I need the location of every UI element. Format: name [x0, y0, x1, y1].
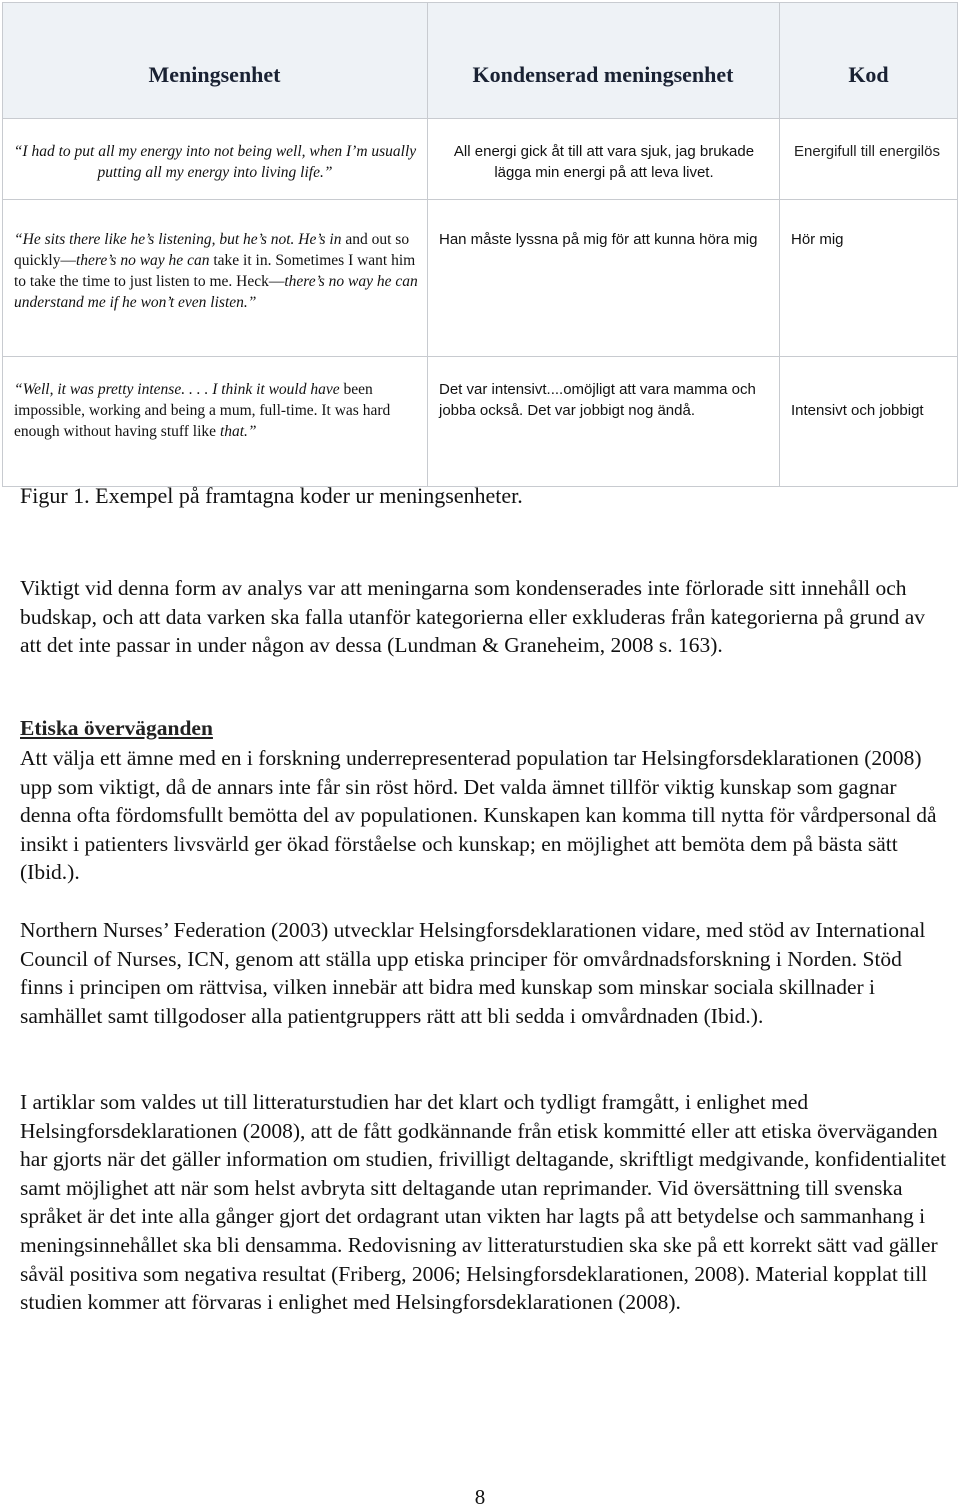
header-kod: Kod: [848, 62, 889, 87]
table-rule: [2, 199, 958, 200]
table-cell-condensed: Det var intensivt....omöjligt att vara mamma och jobba också. Det var jobbigt nog ändå.: [439, 381, 756, 419]
header-meningsenhet: Meningsenhet: [148, 62, 281, 87]
unit-text: I had to put all my energy into not being well, when I’m usually putting all my energy into living life.”: [22, 143, 417, 181]
table-cell-code: Intensivt och jobbigt: [791, 402, 924, 419]
table-border-left: [2, 2, 3, 487]
page-number: 8: [474, 1485, 486, 1509]
table-cell-condensed: Han måste lyssna på mig för att kunna höra mig: [439, 231, 758, 248]
unit-text: and out so quickly—: [14, 231, 410, 269]
unit-text: I think it would have: [212, 381, 340, 398]
unit-text: take it in. Sometimes I want him to take the time to just listen to me. Heck—: [14, 252, 416, 290]
table-border-right: [957, 2, 958, 487]
table-column-rule: [779, 2, 780, 487]
table-column-rule: [427, 2, 428, 487]
table-cell-unit: [14, 229, 419, 313]
figure-caption: Figur 1. Exempel på framtagna koder ur meningsenheter.: [20, 483, 523, 508]
table-cell-unit: “I had to put all my energy into not being well, when I’m usually putting all my energy into living life.”: [13, 143, 417, 181]
paragraph-ethics-1: Att välja ett ämne med en i forskning underrepresenterad population tar Helsingforsdeklarationen (2008) upp som viktigt, då de annars inte får sin röst hörd. Det valda ämnet tillför viktig kunskap som gagnar denna ofta fördomsfullt bemötta del av populationen. Kunskapen kan komma till nytta för vårdpersonal då insikt i patienters livsvärld ger ökad förståelse och kunskap; en möjlighet att bemöta dem på bästa sätt (Ibid.).: [20, 746, 937, 885]
table-cell-condensed: All energi gick åt till att vara sjuk, jag brukade lägga min energi på att leva livet.: [453, 143, 755, 181]
paragraph-analysis: Viktigt vid denna form av analys var att meningarna som kondenserades inte förlorade sitt innehåll och budskap, och att data varken ska falla utanför kategorierna eller exkluderas från kategorierna på grund av att det inte passar in under någon av dessa (Lundman & Graneheim, 2008 s. 163).: [20, 576, 925, 658]
unit-text: there’s no way he can: [76, 252, 210, 269]
table-rule: [2, 356, 958, 357]
section-heading: Etiska överväganden: [20, 716, 213, 740]
paragraph-ethics-3: I artiklar som valdes ut till litteraturstudien har det klart och tydligt framgått, i enlighet med Helsingforsdeklarationen (2008), att de fått godkännande från etisk kommitté eller att etiska överväganden har gjorts när det gäller information om studien, frivilligt deltagande, skriftligt medgivande, konfidentialitet samt möjlighet att när som helst avbryta sitt deltagande utan reprimander. Vid översättning till svenska språket är det inte alla gånger gjort det ordagrant utan vikten har lagts på att betydelse och sammanhang i meningsinnehållet ska bli densamma. Redovisning av litteraturstudien ska ske på ett korrekt sätt vad gäller såväl positiva som negativa resultat (Friberg, 2006; Helsingforsdeklarationen, 2008). Material kopplat till studien kommer att förvaras i enlighet med Helsingforsdeklarationen (2008).: [20, 1090, 947, 1315]
header-kondenserad: Kondenserad meningsenhet: [472, 62, 734, 87]
unit-text: that.”: [219, 423, 257, 440]
table-rule: [2, 118, 958, 119]
table-border-top: [2, 2, 958, 3]
paragraph-ethics-2: Northern Nurses’ Federation (2003) utvecklar Helsingforsdeklarationen vidare, med stöd av International Council of Nurses, ICN, genom att ställa upp etiska principer för omvårdnadsforskning i Norden. Stöd finns i principen om rättvisa, vilken innebär att bidra med kunskap som minskar sociala skillnader i samhället samt tillgodoser alla patientgruppers rätt att bli sedda i omvårdnaden (Ibid.).: [20, 918, 926, 1028]
unit-text: been impossible, working and being a mum, full-time. It was hard enough without having stuff like: [14, 381, 391, 440]
table-header-row: [2, 2, 958, 118]
table-cell-code: Hör mig: [791, 231, 844, 248]
table-cell-code: Energifull till energilös: [794, 143, 940, 160]
unit-text: there’s no way he can understand me if he won’t even listen.”: [14, 273, 418, 311]
coding-table: [2, 2, 958, 487]
unit-text: “He sits there like he’s listening, but he’s not. He’s in: [14, 231, 342, 248]
table-cell-unit: [14, 379, 414, 442]
unit-text: “Well, it was pretty intense. . . .: [14, 381, 209, 398]
